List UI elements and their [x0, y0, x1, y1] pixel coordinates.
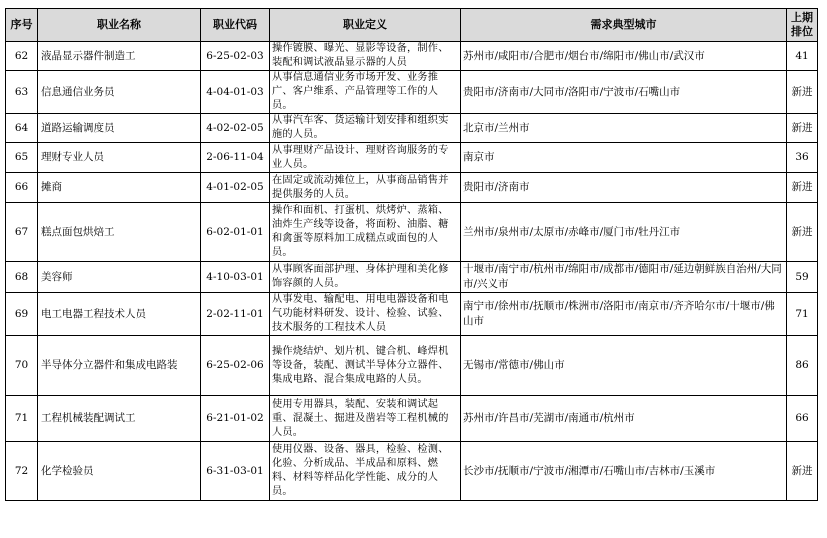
row-rank: 71	[787, 293, 818, 336]
row-definition: 使用仪器、设备、器具，检验、检测、化验、分析成品、半成品和原料、燃料、材料等样品化学性能、成分的人员。	[270, 442, 461, 501]
row-rank: 66	[787, 396, 818, 442]
table-header-row	[6, 9, 818, 42]
row-name: 信息通信业务员	[38, 71, 201, 114]
row-rank: 新进	[787, 173, 818, 203]
row-name: 美容师	[38, 262, 201, 293]
row-name: 半导体分立器件和集成电路装	[38, 336, 201, 396]
row-rank: 41	[787, 42, 818, 71]
row-definition: 从事信息通信业务市场开发、业务推广、客户维系、产品管理等工作的人员。	[270, 71, 461, 114]
row-code: 4-01-02-05	[201, 173, 270, 203]
header-cities: 需求典型城市	[461, 9, 787, 42]
table-row	[6, 114, 818, 143]
table-row	[6, 293, 818, 336]
occupation-table	[5, 8, 818, 501]
row-no: 71	[6, 396, 38, 442]
row-name: 糕点面包烘焙工	[38, 203, 201, 262]
row-code: 6-25-02-06	[201, 336, 270, 396]
row-name: 摊商	[38, 173, 201, 203]
row-no: 63	[6, 71, 38, 114]
row-definition: 从事顾客面部护理、身体护理和美化修饰容颜的人员。	[270, 262, 461, 293]
row-code: 6-02-01-01	[201, 203, 270, 262]
row-definition: 操作镀膜、曝光、显影等设备，制作、装配和调试液晶显示器的人员	[270, 42, 461, 71]
header-rank-line2: 排位	[791, 25, 813, 38]
row-no: 69	[6, 293, 38, 336]
row-name: 工程机械装配调试工	[38, 396, 201, 442]
row-cities: 北京市/兰州市	[461, 114, 787, 143]
row-definition: 在固定或流动摊位上，从事商品销售并提供服务的人员。	[270, 173, 461, 203]
row-name: 电工电器工程技术人员	[38, 293, 201, 336]
row-code: 4-02-02-05	[201, 114, 270, 143]
row-name: 道路运输调度员	[38, 114, 201, 143]
row-rank: 新进	[787, 442, 818, 501]
row-definition: 从事理财产品设计、理财咨询服务的专业人员。	[270, 143, 461, 173]
row-cities: 兰州市/泉州市/太原市/赤峰市/厦门市/牡丹江市	[461, 203, 787, 262]
row-cities: 十堰市/南宁市/杭州市/绵阳市/成都市/德阳市/延边朝鲜族自治州/大同市/兴义市	[461, 262, 787, 293]
row-rank: 新进	[787, 114, 818, 143]
table-row	[6, 42, 818, 71]
row-cities: 苏州市/咸阳市/合肥市/烟台市/绵阳市/佛山市/武汉市	[461, 42, 787, 71]
row-definition: 从事汽车客、货运输计划安排和组织实施的人员。	[270, 114, 461, 143]
row-cities: 苏州市/许昌市/芜湖市/南通市/杭州市	[461, 396, 787, 442]
table-row	[6, 396, 818, 442]
row-no: 72	[6, 442, 38, 501]
row-rank: 36	[787, 143, 818, 173]
header-name: 职业名称	[38, 9, 201, 42]
row-rank: 新进	[787, 203, 818, 262]
row-name: 化学检验员	[38, 442, 201, 501]
row-cities: 贵阳市/济南市	[461, 173, 787, 203]
table-row	[6, 203, 818, 262]
row-cities: 贵阳市/济南市/大同市/洛阳市/宁波市/石嘴山市	[461, 71, 787, 114]
row-cities: 南宁市/徐州市/抚顺市/株洲市/洛阳市/南京市/齐齐哈尔市/十堰市/佛山市	[461, 293, 787, 336]
row-name: 理财专业人员	[38, 143, 201, 173]
row-cities: 长沙市/抚顺市/宁波市/湘潭市/石嘴山市/吉林市/玉溪市	[461, 442, 787, 501]
row-definition: 操作烧结炉、划片机、键合机、峰焊机等设备，装配、测试半导体分立器件、集成电路、混合集成电路的人员。	[270, 336, 461, 396]
row-rank: 86	[787, 336, 818, 396]
table-row	[6, 336, 818, 396]
table-row	[6, 143, 818, 173]
header-no: 序号	[6, 9, 38, 42]
table-row	[6, 262, 818, 293]
table-row	[6, 71, 818, 114]
row-code: 2-02-11-01	[201, 293, 270, 336]
row-definition: 从事发电、输配电、用电电器设备和电气功能材料研发、设计、检验、试验、技术服务的工程技术人员	[270, 293, 461, 336]
row-code: 2-06-11-04	[201, 143, 270, 173]
row-rank: 59	[787, 262, 818, 293]
row-no: 62	[6, 42, 38, 71]
row-code: 4-04-01-03	[201, 71, 270, 114]
row-no: 64	[6, 114, 38, 143]
row-definition: 使用专用器具，装配、安装和调试起重、混凝土、掘进及凿岩等工程机械的人员。	[270, 396, 461, 442]
row-cities: 南京市	[461, 143, 787, 173]
row-name: 液晶显示器件制造工	[38, 42, 201, 71]
header-code: 职业代码	[201, 9, 270, 42]
header-rank-line1: 上期	[791, 11, 813, 24]
row-no: 66	[6, 173, 38, 203]
row-definition: 操作和面机、打蛋机、烘烤炉、蒸箱、油炸生产线等设备，将面粉、油脂、糖和禽蛋等原料加工成糕点或面包的人员。	[270, 203, 461, 262]
table-row	[6, 442, 818, 501]
row-no: 67	[6, 203, 38, 262]
row-rank: 新进	[787, 71, 818, 114]
header-definition: 职业定义	[270, 9, 461, 42]
row-code: 4-10-03-01	[201, 262, 270, 293]
row-code: 6-21-01-02	[201, 396, 270, 442]
row-no: 65	[6, 143, 38, 173]
row-no: 70	[6, 336, 38, 396]
header-rank	[787, 9, 818, 42]
row-code: 6-25-02-03	[201, 42, 270, 71]
table-row	[6, 173, 818, 203]
row-no: 68	[6, 262, 38, 293]
row-code: 6-31-03-01	[201, 442, 270, 501]
row-cities: 无锡市/常德市/佛山市	[461, 336, 787, 396]
